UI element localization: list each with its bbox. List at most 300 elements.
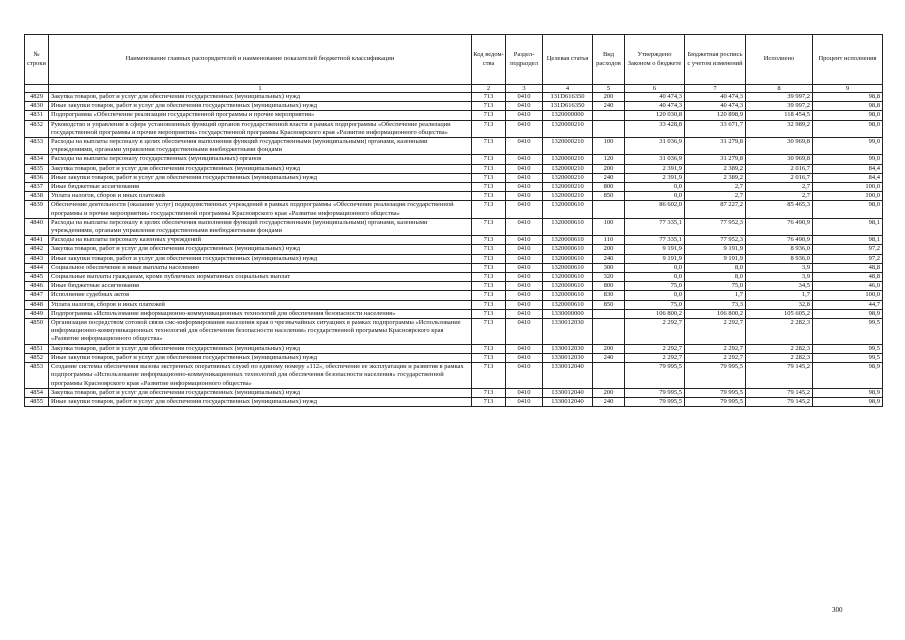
row-target: 1320000610 xyxy=(543,236,593,245)
column-number: 1 xyxy=(49,85,472,93)
row-section: 0410 xyxy=(506,254,543,263)
row-schedule: 77 952,3 xyxy=(685,218,746,235)
row-target: 1320000210 xyxy=(543,138,593,155)
row-approved: 77 335,1 xyxy=(625,236,685,245)
row-percent: 98,0 xyxy=(813,120,883,137)
row-percent: 84,4 xyxy=(813,164,883,173)
row-code: 713 xyxy=(472,183,506,192)
row-name: Закупка товаров, работ и услуг для обеспечения государственных (муниципальных) нужд xyxy=(49,93,472,102)
table-row xyxy=(25,245,883,254)
column-numbers-row xyxy=(25,85,883,93)
row-number: 4851 xyxy=(25,344,49,353)
column-number: 8 xyxy=(746,85,813,93)
row-section: 0410 xyxy=(506,102,543,111)
table-row xyxy=(25,192,883,201)
row-schedule: 79 995,5 xyxy=(685,363,746,389)
row-executed: 105 605,2 xyxy=(746,309,813,318)
row-executed: 2 016,7 xyxy=(746,164,813,173)
row-type: 200 xyxy=(593,245,625,254)
row-section: 0410 xyxy=(506,245,543,254)
row-approved: 0,0 xyxy=(625,263,685,272)
row-target: 1320000610 xyxy=(543,245,593,254)
row-name: Закупка товаров, работ и услуг для обеспечения государственных (муниципальных) нужд xyxy=(49,344,472,353)
row-percent: 46,0 xyxy=(813,282,883,291)
row-schedule: 2 292,7 xyxy=(685,319,746,345)
row-code: 713 xyxy=(472,245,506,254)
table-row xyxy=(25,164,883,173)
row-percent: 100,0 xyxy=(813,192,883,201)
row-schedule: 87 227,2 xyxy=(685,201,746,218)
row-target: 1320000610 xyxy=(543,291,593,300)
row-number: 4831 xyxy=(25,111,49,120)
row-executed: 118 454,5 xyxy=(746,111,813,120)
row-code: 713 xyxy=(472,120,506,137)
header-name: Наименование главных распорядителей и наименование показателей бюджетной классификации xyxy=(49,35,472,85)
row-executed: 32 989,2 xyxy=(746,120,813,137)
row-section: 0410 xyxy=(506,388,543,397)
row-schedule: 33 671,7 xyxy=(685,120,746,137)
row-approved: 79 995,5 xyxy=(625,397,685,406)
table-row xyxy=(25,155,883,164)
row-schedule: 2 292,7 xyxy=(685,353,746,362)
row-executed: 2,7 xyxy=(746,183,813,192)
row-percent: 99,0 xyxy=(813,155,883,164)
row-type: 850 xyxy=(593,192,625,201)
row-percent: 98,9 xyxy=(813,397,883,406)
row-schedule: 73,3 xyxy=(685,300,746,309)
header-target: Целевая статья xyxy=(543,35,593,85)
row-percent: 97,2 xyxy=(813,254,883,263)
row-schedule: 2 292,7 xyxy=(685,344,746,353)
table-row xyxy=(25,138,883,155)
row-target: 1320000210 xyxy=(543,192,593,201)
row-percent: 99,5 xyxy=(813,319,883,345)
header-percent: Процент исполнения xyxy=(813,35,883,85)
row-approved: 86 602,0 xyxy=(625,201,685,218)
row-target: 1330012030 xyxy=(543,344,593,353)
row-type xyxy=(593,319,625,345)
row-schedule: 2 389,2 xyxy=(685,173,746,182)
row-executed: 32,8 xyxy=(746,300,813,309)
row-type: 240 xyxy=(593,254,625,263)
row-section: 0410 xyxy=(506,353,543,362)
row-percent: 84,4 xyxy=(813,173,883,182)
row-section: 0410 xyxy=(506,138,543,155)
row-percent: 98,8 xyxy=(813,93,883,102)
row-code: 713 xyxy=(472,300,506,309)
row-schedule: 2,7 xyxy=(685,192,746,201)
row-target: 1330000000 xyxy=(543,309,593,318)
row-approved: 2 391,9 xyxy=(625,173,685,182)
table-row xyxy=(25,273,883,282)
row-type xyxy=(593,111,625,120)
table-row xyxy=(25,291,883,300)
row-code: 713 xyxy=(472,173,506,182)
row-name: Социальные выплаты гражданам, кроме публичных нормативных социальных выплат xyxy=(49,273,472,282)
row-schedule: 2 389,2 xyxy=(685,164,746,173)
row-schedule: 31 279,8 xyxy=(685,138,746,155)
row-schedule: 9 191,9 xyxy=(685,245,746,254)
row-number: 4830 xyxy=(25,102,49,111)
row-number: 4841 xyxy=(25,236,49,245)
row-schedule: 77 952,3 xyxy=(685,236,746,245)
row-approved: 106 800,2 xyxy=(625,309,685,318)
table-row xyxy=(25,263,883,272)
row-name: Расходы на выплаты персоналу казенных учреждений xyxy=(49,236,472,245)
row-executed: 30 969,8 xyxy=(746,155,813,164)
table-row xyxy=(25,201,883,218)
row-type xyxy=(593,201,625,218)
row-section: 0410 xyxy=(506,273,543,282)
row-target: 1320000610 xyxy=(543,282,593,291)
row-code: 713 xyxy=(472,254,506,263)
row-type: 800 xyxy=(593,183,625,192)
row-code: 713 xyxy=(472,164,506,173)
row-type: 110 xyxy=(593,236,625,245)
row-name: Расходы на выплаты персоналу в целях обеспечения выполнения функций государственными (муниципальными) органами, казенными учреждениями, органами управления государственными внебюджетными фондами xyxy=(49,218,472,235)
row-number: 4843 xyxy=(25,254,49,263)
row-section: 0410 xyxy=(506,291,543,300)
row-section: 0410 xyxy=(506,120,543,137)
row-approved: 31 036,9 xyxy=(625,155,685,164)
row-type: 300 xyxy=(593,263,625,272)
row-number: 4837 xyxy=(25,183,49,192)
row-code: 713 xyxy=(472,102,506,111)
row-target: 1320000610 xyxy=(543,300,593,309)
table-row xyxy=(25,120,883,137)
row-approved: 75,0 xyxy=(625,300,685,309)
row-target: 1330012040 xyxy=(543,363,593,389)
row-number: 4849 xyxy=(25,309,49,318)
row-number: 4855 xyxy=(25,397,49,406)
row-name: Подпрограмма «Обеспечение реализации государственной программы и прочие мероприятия» xyxy=(49,111,472,120)
header-approved: Утверждено Законом о бюджете xyxy=(625,35,685,85)
row-name: Иные закупки товаров, работ и услуг для обеспечения государственных (муниципальных) нужд xyxy=(49,397,472,406)
row-number: 4829 xyxy=(25,93,49,102)
row-target: 131D616350 xyxy=(543,102,593,111)
row-section: 0410 xyxy=(506,263,543,272)
row-name: Иные закупки товаров, работ и услуг для обеспечения государственных (муниципальных) нужд xyxy=(49,173,472,182)
row-section: 0410 xyxy=(506,363,543,389)
table-row xyxy=(25,309,883,318)
row-approved: 79 995,5 xyxy=(625,388,685,397)
row-type: 200 xyxy=(593,164,625,173)
row-schedule: 40 474,3 xyxy=(685,93,746,102)
row-schedule: 9 191,9 xyxy=(685,254,746,263)
row-number: 4848 xyxy=(25,300,49,309)
column-number: 5 xyxy=(593,85,625,93)
column-number: 2 xyxy=(472,85,506,93)
row-section: 0410 xyxy=(506,282,543,291)
row-executed: 85 465,3 xyxy=(746,201,813,218)
row-approved: 2 292,7 xyxy=(625,319,685,345)
row-executed: 1,7 xyxy=(746,291,813,300)
row-number: 4850 xyxy=(25,319,49,345)
row-approved: 0,0 xyxy=(625,192,685,201)
budget-execution-table xyxy=(24,34,883,407)
row-code: 713 xyxy=(472,363,506,389)
row-schedule: 2,7 xyxy=(685,183,746,192)
row-percent: 48,8 xyxy=(813,263,883,272)
row-approved: 2 391,9 xyxy=(625,164,685,173)
row-section: 0410 xyxy=(506,183,543,192)
row-type xyxy=(593,120,625,137)
row-name: Социальное обеспечение и иные выплаты населению xyxy=(49,263,472,272)
row-target: 1330012040 xyxy=(543,397,593,406)
row-name: Иные закупки товаров, работ и услуг для обеспечения государственных (муниципальных) нужд xyxy=(49,353,472,362)
page-number: 300 xyxy=(832,606,843,614)
row-section: 0410 xyxy=(506,218,543,235)
table-row xyxy=(25,300,883,309)
header-schedule: Бюджетная роспись с учетом изменений xyxy=(685,35,746,85)
row-schedule: 1,7 xyxy=(685,291,746,300)
row-percent: 98,0 xyxy=(813,111,883,120)
row-schedule: 79 995,5 xyxy=(685,388,746,397)
table-row xyxy=(25,173,883,182)
row-executed: 2 016,7 xyxy=(746,173,813,182)
row-approved: 0,0 xyxy=(625,291,685,300)
row-number: 4847 xyxy=(25,291,49,300)
row-approved: 31 036,9 xyxy=(625,138,685,155)
row-type: 240 xyxy=(593,173,625,182)
row-section: 0410 xyxy=(506,164,543,173)
table-row xyxy=(25,363,883,389)
row-code: 713 xyxy=(472,273,506,282)
row-name: Иные закупки товаров, работ и услуг для обеспечения государственных (муниципальных) нужд xyxy=(49,254,472,263)
row-code: 713 xyxy=(472,111,506,120)
row-percent: 98,0 xyxy=(813,201,883,218)
row-target: 1320000210 xyxy=(543,155,593,164)
row-code: 713 xyxy=(472,138,506,155)
row-schedule: 106 800,2 xyxy=(685,309,746,318)
row-type: 830 xyxy=(593,291,625,300)
row-section: 0410 xyxy=(506,192,543,201)
row-percent: 98,9 xyxy=(813,309,883,318)
row-number: 4844 xyxy=(25,263,49,272)
row-executed: 3,9 xyxy=(746,263,813,272)
row-approved: 2 292,7 xyxy=(625,344,685,353)
row-code: 713 xyxy=(472,388,506,397)
row-code: 713 xyxy=(472,319,506,345)
row-name: Закупка товаров, работ и услуг для обеспечения государственных (муниципальных) нужд xyxy=(49,245,472,254)
row-target: 1320000610 xyxy=(543,273,593,282)
row-name: Уплата налогов, сборов и иных платежей xyxy=(49,192,472,201)
row-number: 4833 xyxy=(25,138,49,155)
row-approved: 75,0 xyxy=(625,282,685,291)
row-type: 850 xyxy=(593,300,625,309)
row-section: 0410 xyxy=(506,155,543,164)
header-type: Вид расходов xyxy=(593,35,625,85)
row-percent: 98,8 xyxy=(813,102,883,111)
header-executed: Исполнено xyxy=(746,35,813,85)
row-type: 240 xyxy=(593,397,625,406)
row-type xyxy=(593,363,625,389)
row-executed: 8 936,0 xyxy=(746,254,813,263)
row-target: 1320000610 xyxy=(543,263,593,272)
column-number: 7 xyxy=(685,85,746,93)
row-executed: 2 282,3 xyxy=(746,353,813,362)
row-code: 713 xyxy=(472,309,506,318)
row-percent: 48,8 xyxy=(813,273,883,282)
row-name: Организация посредством сотовой связи смс-информирования населения края о чрезвычайных ситуациях в рамках подпрограммы «Использование информационно-коммуникационных технологий для обеспечения безопасности населения» государственной программы Красноярского края «Развитие информационного общества» xyxy=(49,319,472,345)
row-code: 713 xyxy=(472,397,506,406)
row-name: Иные бюджетные ассигнования xyxy=(49,282,472,291)
row-executed: 76 490,9 xyxy=(746,218,813,235)
row-target: 1320000210 xyxy=(543,120,593,137)
row-number: 4842 xyxy=(25,245,49,254)
row-approved: 0,0 xyxy=(625,183,685,192)
row-section: 0410 xyxy=(506,319,543,345)
row-number: 4845 xyxy=(25,273,49,282)
row-type: 240 xyxy=(593,353,625,362)
row-number: 4853 xyxy=(25,363,49,389)
row-section: 0410 xyxy=(506,201,543,218)
row-name: Иные закупки товаров, работ и услуг для обеспечения государственных (муниципальных) нужд xyxy=(49,102,472,111)
row-name: Подпрограмма «Использование информационно-коммуникационных технологий для обеспечения безопасности населения» xyxy=(49,309,472,318)
row-number: 4836 xyxy=(25,173,49,182)
row-target: 1320000610 xyxy=(543,218,593,235)
row-target: 1320000210 xyxy=(543,173,593,182)
row-executed: 2 282,3 xyxy=(746,344,813,353)
row-target: 1320000210 xyxy=(543,183,593,192)
row-code: 713 xyxy=(472,344,506,353)
row-name: Закупка товаров, работ и услуг для обеспечения государственных (муниципальных) нужд xyxy=(49,388,472,397)
row-target: 1330012030 xyxy=(543,353,593,362)
header-row xyxy=(25,35,883,85)
row-target: 1320000610 xyxy=(543,201,593,218)
table-row xyxy=(25,397,883,406)
row-number: 4839 xyxy=(25,201,49,218)
row-target: 131D616350 xyxy=(543,93,593,102)
row-percent: 98,9 xyxy=(813,363,883,389)
table-row xyxy=(25,388,883,397)
table-row xyxy=(25,353,883,362)
row-name: Расходы на выплаты персоналу государственных (муниципальных) органов xyxy=(49,155,472,164)
row-section: 0410 xyxy=(506,111,543,120)
column-number: 3 xyxy=(506,85,543,93)
table-row xyxy=(25,218,883,235)
row-target: 1330012030 xyxy=(543,319,593,345)
row-name: Закупка товаров, работ и услуг для обеспечения государственных (муниципальных) нужд xyxy=(49,164,472,173)
row-section: 0410 xyxy=(506,93,543,102)
row-schedule: 79 995,5 xyxy=(685,397,746,406)
row-type: 200 xyxy=(593,344,625,353)
row-number: 4835 xyxy=(25,164,49,173)
row-percent: 98,9 xyxy=(813,388,883,397)
table-row xyxy=(25,319,883,345)
row-approved: 40 474,3 xyxy=(625,93,685,102)
row-section: 0410 xyxy=(506,236,543,245)
table-body xyxy=(25,93,883,407)
row-type: 320 xyxy=(593,273,625,282)
row-number: 4854 xyxy=(25,388,49,397)
row-code: 713 xyxy=(472,263,506,272)
row-executed: 8 936,0 xyxy=(746,245,813,254)
table-row xyxy=(25,254,883,263)
row-executed: 79 145,2 xyxy=(746,397,813,406)
row-name: Обеспечение деятельности (оказание услуг) подведомственных учреждений в рамках подпрограммы «Обеспечение реализации государственной программы и прочие мероприятия» государственной программы Красноярского края «Развитие информационного общества» xyxy=(49,201,472,218)
row-executed: 3,9 xyxy=(746,273,813,282)
row-percent: 99,5 xyxy=(813,353,883,362)
row-executed: 39 997,2 xyxy=(746,93,813,102)
row-executed: 76 490,9 xyxy=(746,236,813,245)
row-code: 713 xyxy=(472,93,506,102)
column-number: 9 xyxy=(813,85,883,93)
row-target: 1330012040 xyxy=(543,388,593,397)
table-row xyxy=(25,183,883,192)
row-percent: 97,2 xyxy=(813,245,883,254)
row-target: 1320000210 xyxy=(543,164,593,173)
row-schedule: 8,0 xyxy=(685,263,746,272)
row-code: 713 xyxy=(472,218,506,235)
row-target: 1320000610 xyxy=(543,254,593,263)
column-number: 6 xyxy=(625,85,685,93)
row-approved: 2 292,7 xyxy=(625,353,685,362)
row-schedule: 75,0 xyxy=(685,282,746,291)
table-row xyxy=(25,93,883,102)
row-approved: 9 191,9 xyxy=(625,245,685,254)
row-approved: 79 995,5 xyxy=(625,363,685,389)
row-percent: 44,7 xyxy=(813,300,883,309)
table-row xyxy=(25,111,883,120)
row-name: Руководство и управление в сфере установленных функций органов государственной власти в рамках подпрограммы «Обеспечение реализации государственной программы и прочие мероприятия» государственной программы Красноярского края «Развитие информационного общества» xyxy=(49,120,472,137)
column-number xyxy=(25,85,49,93)
row-schedule: 120 898,9 xyxy=(685,111,746,120)
row-code: 713 xyxy=(472,353,506,362)
row-approved: 9 191,9 xyxy=(625,254,685,263)
table-row xyxy=(25,102,883,111)
row-percent: 100,0 xyxy=(813,291,883,300)
row-type: 200 xyxy=(593,93,625,102)
row-name: Исполнение судебных актов xyxy=(49,291,472,300)
row-type: 100 xyxy=(593,138,625,155)
row-approved: 40 474,3 xyxy=(625,102,685,111)
budget-table-sheet xyxy=(24,34,882,407)
row-name: Уплата налогов, сборов и иных платежей xyxy=(49,300,472,309)
row-percent: 98,1 xyxy=(813,236,883,245)
row-name: Иные бюджетные ассигнования xyxy=(49,183,472,192)
row-executed: 2,7 xyxy=(746,192,813,201)
column-number: 4 xyxy=(543,85,593,93)
row-percent: 99,0 xyxy=(813,138,883,155)
row-target: 1320000000 xyxy=(543,111,593,120)
row-approved: 120 030,8 xyxy=(625,111,685,120)
header-num: № строки xyxy=(25,35,49,85)
row-schedule: 8,0 xyxy=(685,273,746,282)
row-percent: 99,5 xyxy=(813,344,883,353)
row-section: 0410 xyxy=(506,344,543,353)
row-number: 4852 xyxy=(25,353,49,362)
header-section: Раздел-подраздел xyxy=(506,35,543,85)
row-code: 713 xyxy=(472,155,506,164)
table-row xyxy=(25,344,883,353)
row-percent: 98,1 xyxy=(813,218,883,235)
row-executed: 2 282,3 xyxy=(746,319,813,345)
row-schedule: 40 474,3 xyxy=(685,102,746,111)
row-type xyxy=(593,309,625,318)
row-code: 713 xyxy=(472,282,506,291)
row-code: 713 xyxy=(472,291,506,300)
row-executed: 30 969,8 xyxy=(746,138,813,155)
row-executed: 79 145,2 xyxy=(746,363,813,389)
row-type: 800 xyxy=(593,282,625,291)
table-row xyxy=(25,282,883,291)
row-section: 0410 xyxy=(506,309,543,318)
row-type: 240 xyxy=(593,102,625,111)
row-number: 4832 xyxy=(25,120,49,137)
row-number: 4838 xyxy=(25,192,49,201)
row-executed: 39 997,2 xyxy=(746,102,813,111)
